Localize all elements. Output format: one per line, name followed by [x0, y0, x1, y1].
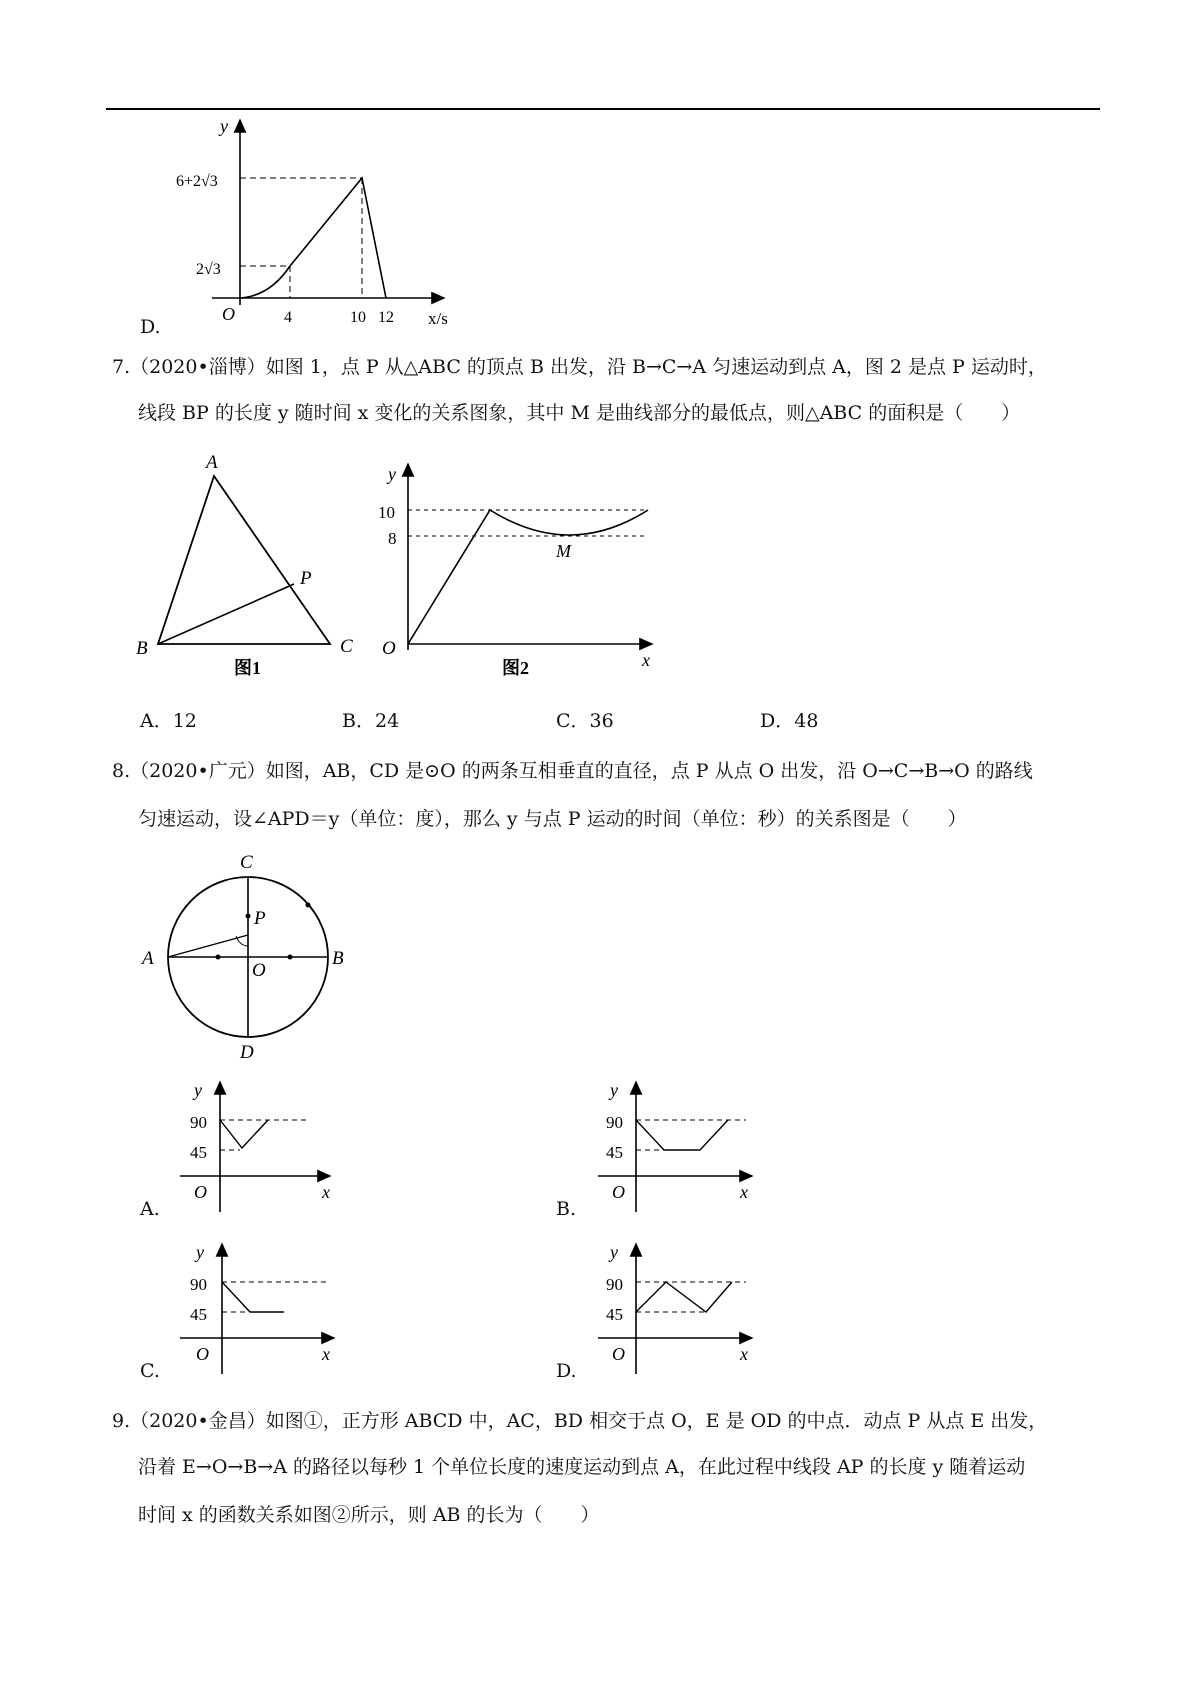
- q8-option-d-label: D.: [556, 1360, 577, 1382]
- q8-circle-A: A: [142, 948, 154, 969]
- q6-y-tick-top: 6+2√3: [176, 173, 218, 190]
- q8-option-c-label: C.: [140, 1360, 160, 1382]
- q7-option-a: A．12: [140, 710, 197, 732]
- q8-option-a-label: A.: [140, 1198, 160, 1220]
- graph-label: O: [196, 1344, 209, 1364]
- q7-fig2-M: M: [556, 541, 571, 561]
- q6-x-tick-12: 12: [378, 309, 394, 326]
- graph-label: x: [322, 1344, 330, 1364]
- q9-stem-line1: 9.（2020•金昌）如图①，正方形 ABCD 中，AC，BD 相交于点 O，E 是 OD 的中点．动点 P 从点 E 出发，: [112, 1410, 1048, 1432]
- q6-origin: O: [222, 304, 235, 324]
- q7-fig1-caption: 图1: [234, 658, 261, 678]
- q7-fig2-x: x: [642, 650, 650, 670]
- graph-label: y: [610, 1080, 618, 1100]
- q7-fig1-C: C: [340, 636, 353, 657]
- q7-fig1-P: P: [300, 568, 312, 589]
- q6-x-axis-label: x/s: [428, 309, 448, 328]
- graph-label: 45: [606, 1305, 623, 1324]
- q6-y-axis-label: y: [220, 116, 228, 136]
- graph-label: O: [194, 1182, 207, 1202]
- q8-circle-D: D: [240, 1042, 254, 1063]
- graph-label: x: [322, 1182, 330, 1202]
- q7-fig1-A: A: [206, 452, 218, 473]
- q7-option-b: B．24: [342, 710, 400, 732]
- q7-fig2-tick-8: 8: [388, 529, 397, 548]
- graph-label: y: [194, 1080, 202, 1100]
- q8-circle-O: O: [252, 960, 266, 981]
- graph-label: 90: [190, 1275, 207, 1294]
- q7-option-c: C．36: [556, 710, 614, 732]
- graph-label: y: [196, 1242, 204, 1262]
- q8-stem-line1: 8.（2020•广元）如图，AB，CD 是⊙O 的两条互相垂直的直径，点 P 从点 O 出发，沿 O→C→B→O 的路线: [112, 760, 1033, 782]
- q7-stem-line2: 线段 BP 的长度 y 随时间 x 变化的关系图象，其中 M 是曲线部分的最低点，则△ABC 的面积是（ ）: [138, 402, 1021, 424]
- q7-fig1-B: B: [136, 638, 148, 659]
- graph-label: O: [612, 1182, 625, 1202]
- q7-fig2-tick-10: 10: [378, 503, 395, 522]
- graph-label: 45: [190, 1143, 207, 1162]
- q9-stem-line3: 时间 x 的函数关系如图②所示，则 AB 的长为（ ）: [138, 1504, 600, 1526]
- graph-label: 45: [190, 1305, 207, 1324]
- graph-label: 90: [606, 1275, 623, 1294]
- graph-label: x: [740, 1344, 748, 1364]
- q9-stem-line2: 沿着 E→O→B→A 的路径以每秒 1 个单位长度的速度运动到点 A，在此过程中线段 AP 的长度 y 随着运动: [138, 1456, 1026, 1478]
- graph-label: 90: [606, 1113, 623, 1132]
- q8-circle-C: C: [240, 852, 253, 873]
- q7-fig2-y: y: [388, 464, 396, 484]
- q6-y-tick-low: 2√3: [196, 261, 221, 278]
- q8-circle-P: P: [254, 908, 266, 929]
- q6-option-d-label: D.: [140, 316, 161, 338]
- graph-label: 90: [190, 1113, 207, 1132]
- graph-label: x: [740, 1182, 748, 1202]
- q7-fig2-caption: 图2: [502, 658, 529, 678]
- q6-x-tick-4: 4: [284, 309, 292, 326]
- graph-label: 45: [606, 1143, 623, 1162]
- q7-stem-line1: 7.（2020•淄博）如图 1，点 P 从△ABC 的顶点 B 出发，沿 B→C→A 匀速运动到点 A，图 2 是点 P 运动时，: [112, 356, 1047, 378]
- q8-stem-line2: 匀速运动，设∠APD＝y（单位：度），那么 y 与点 P 运动的时间（单位：秒）的关系图是（ ）: [138, 808, 967, 830]
- q8-circle-B: B: [332, 948, 344, 969]
- graph-label: O: [612, 1344, 625, 1364]
- q7-fig2-O: O: [382, 638, 396, 659]
- q7-option-d: D．48: [760, 710, 819, 732]
- q8-option-b-label: B.: [556, 1198, 577, 1220]
- q6-x-tick-10: 10: [350, 309, 366, 326]
- graph-label: y: [610, 1242, 618, 1262]
